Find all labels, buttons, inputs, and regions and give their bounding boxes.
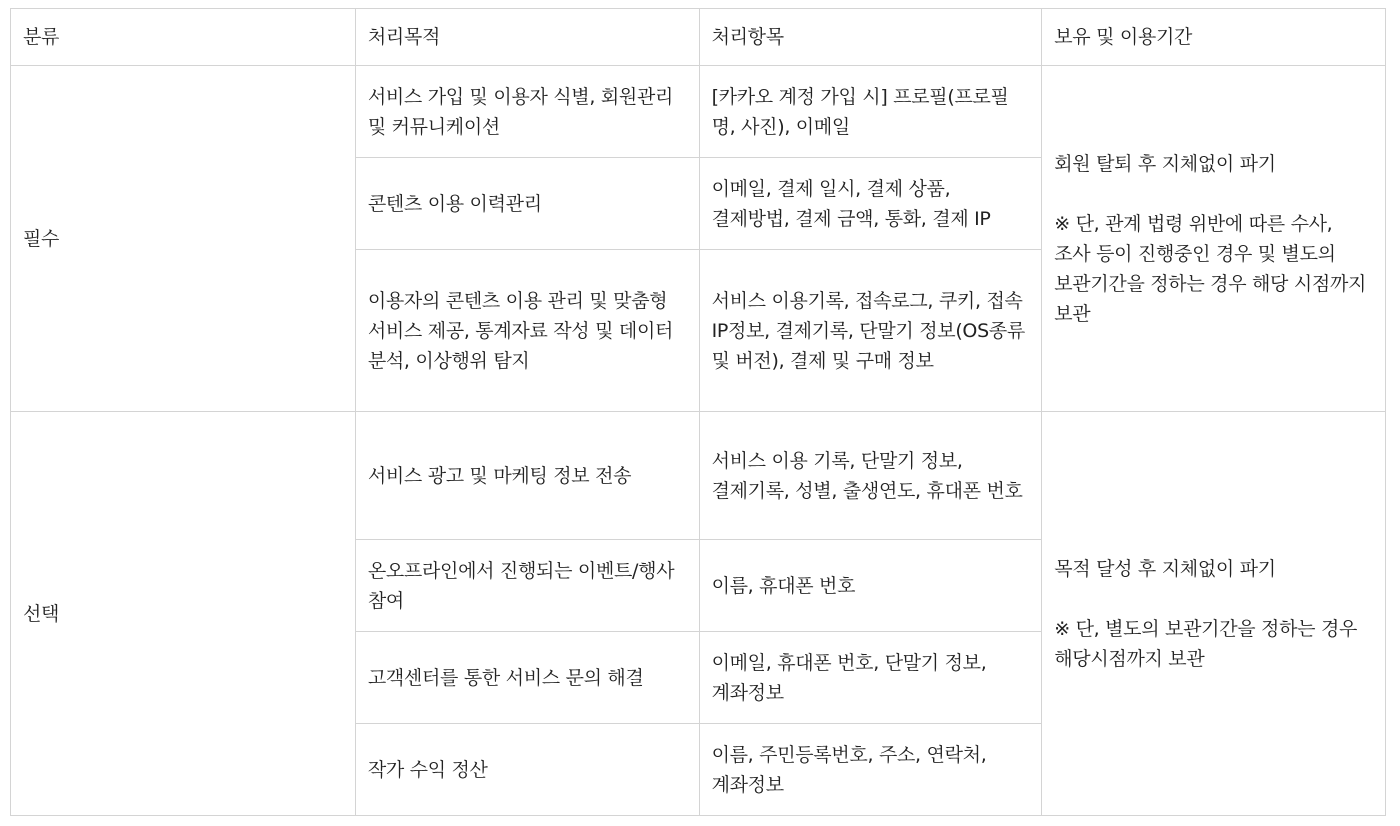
table-header-row (11, 9, 1386, 66)
purpose-cell: 이용자의 콘텐츠 이용 관리 및 맞춤형 서비스 제공, 통계자료 작성 및 데이터 분석, 이상행위 탐지 (355, 250, 699, 412)
period-main-text: 목적 달성 후 지체없이 파기 (1054, 557, 1276, 580)
items-cell: 이메일, 결제 일시, 결제 상품, 결제방법, 결제 금액, 통화, 결제 IP (699, 158, 1042, 250)
header-purpose: 처리목적 (355, 9, 699, 66)
category-cell-optional: 선택 (11, 412, 356, 816)
period-cell-required (1042, 66, 1386, 412)
items-cell: 이름, 주민등록번호, 주소, 연락처, 계좌정보 (699, 724, 1042, 816)
items-cell: 서비스 이용 기록, 단말기 정보, 결제기록, 성별, 출생연도, 휴대폰 번호 (699, 412, 1042, 540)
header-items: 처리항목 (699, 9, 1042, 66)
purpose-cell: 서비스 가입 및 이용자 식별, 회원관리 및 커뮤니케이션 (355, 66, 699, 158)
items-cell: 이름, 휴대폰 번호 (699, 540, 1042, 632)
header-category: 분류 (11, 9, 356, 66)
period-main-text: 회원 탈퇴 후 지체없이 파기 (1054, 152, 1276, 175)
privacy-processing-table (10, 8, 1386, 816)
items-cell: 이메일, 휴대폰 번호, 단말기 정보, 계좌정보 (699, 632, 1042, 724)
period-note-text: ※ 단, 별도의 보관기간을 정하는 경우 해당시점까지 보관 (1054, 617, 1358, 670)
period-cell-optional (1042, 412, 1386, 816)
items-cell: 서비스 이용기록, 접속로그, 쿠키, 접속 IP정보, 결제기록, 단말기 정보(OS종류 및 버전), 결제 및 구매 정보 (699, 250, 1042, 412)
purpose-cell: 서비스 광고 및 마케팅 정보 전송 (355, 412, 699, 540)
purpose-cell: 고객센터를 통한 서비스 문의 해결 (355, 632, 699, 724)
purpose-cell: 콘텐츠 이용 이력관리 (355, 158, 699, 250)
category-cell-required: 필수 (11, 66, 356, 412)
header-period: 보유 및 이용기간 (1042, 9, 1386, 66)
purpose-cell: 작가 수익 정산 (355, 724, 699, 816)
items-cell: [카카오 계정 가입 시] 프로필(프로필 명, 사진), 이메일 (699, 66, 1042, 158)
table-row (11, 412, 1386, 540)
purpose-cell: 온오프라인에서 진행되는 이벤트/행사 참여 (355, 540, 699, 632)
period-note-text: ※ 단, 관계 법령 위반에 따른 수사, 조사 등이 진행중인 경우 및 별도의 보관기간을 정하는 경우 해당 시점까지 보관 (1054, 212, 1367, 325)
table-row (11, 66, 1386, 158)
